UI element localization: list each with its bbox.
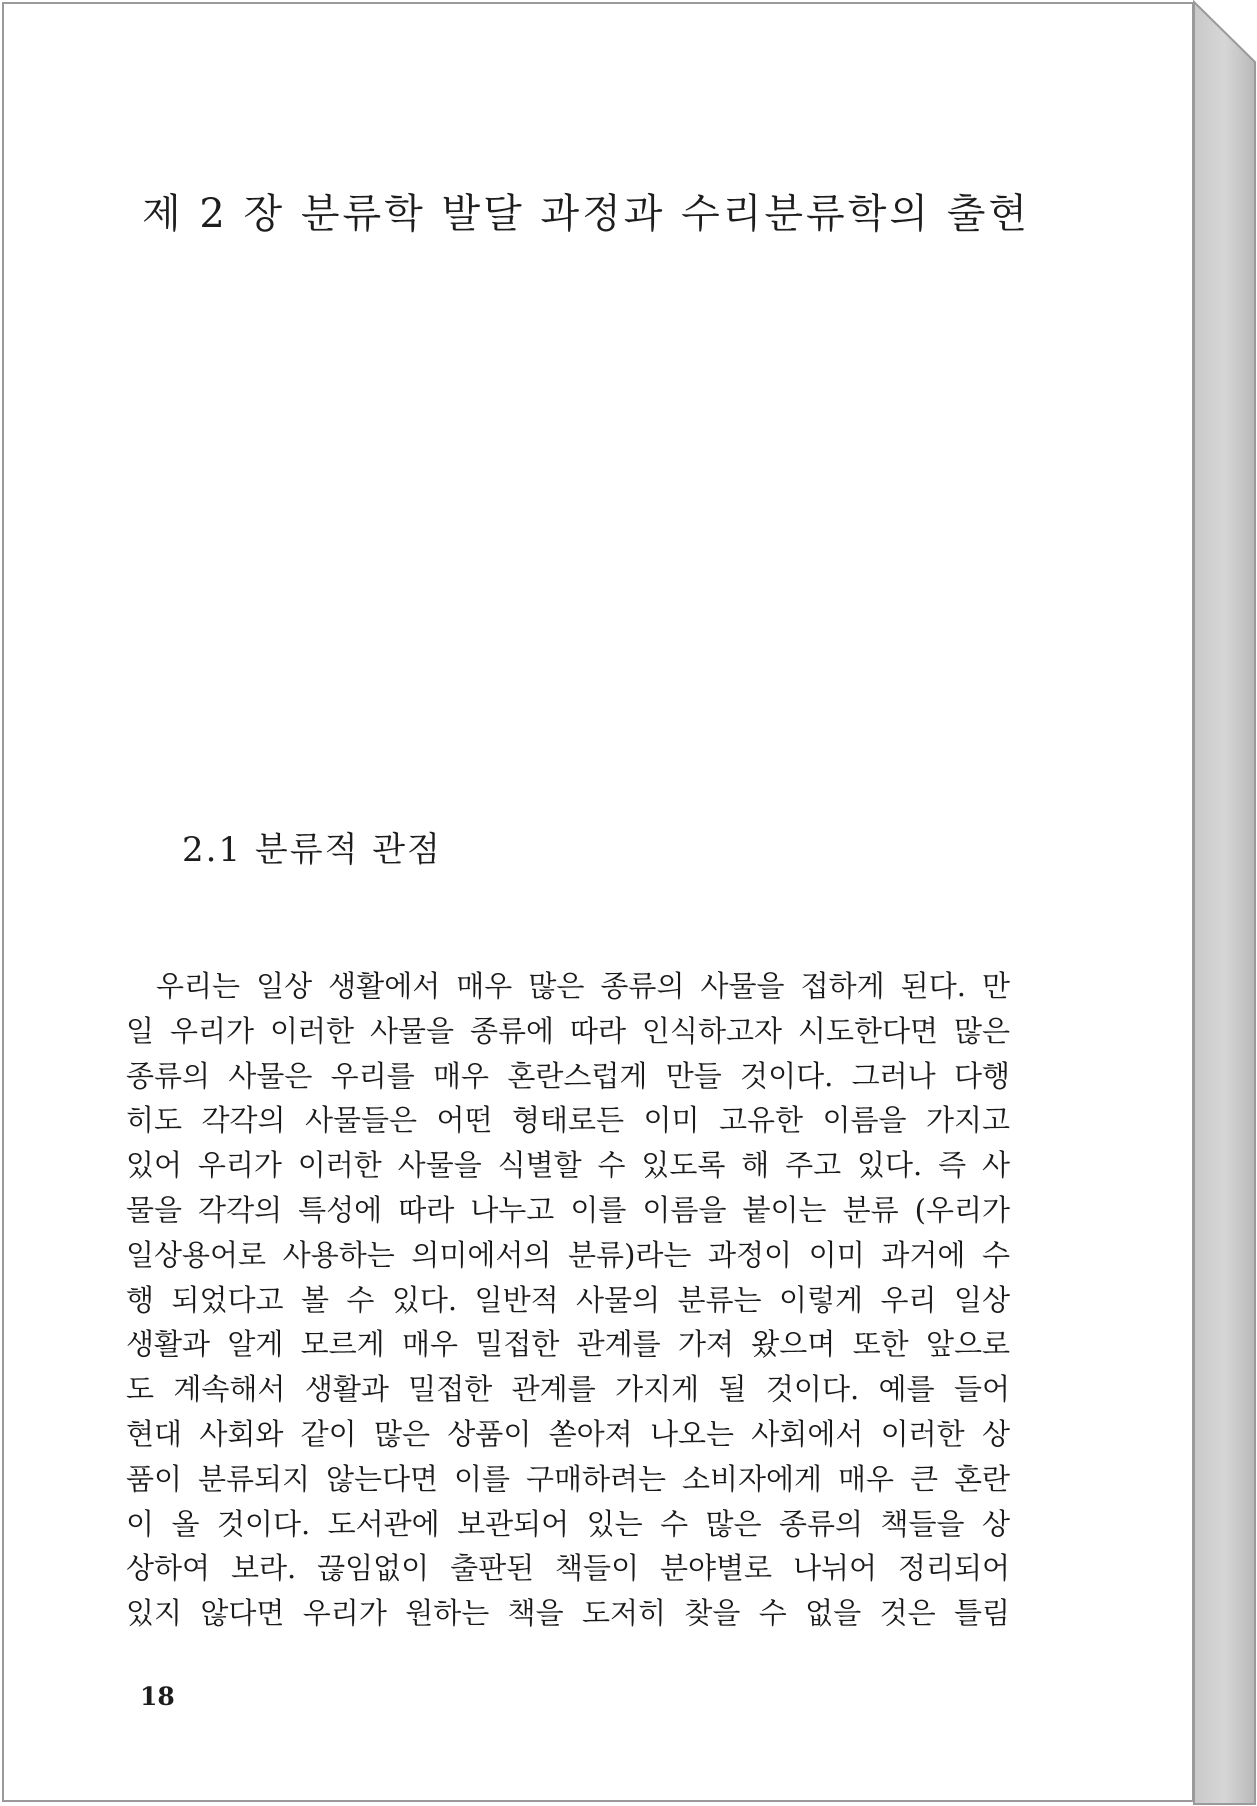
paragraph-line: 일상용어로 사용하는 의미에서의 분류)라는 과정이 이미 과거에 수 [126,1237,1010,1272]
paragraph-line: 도 계속해서 생활과 밀접한 관계를 가지게 될 것이다. 예를 들어 [126,1372,1010,1407]
chapter-title: 제 2 장 분류학 발달 과정과 수리분류학의 출현 [142,191,1030,237]
paragraph-line: 생활과 알게 모르게 매우 밀접한 관계를 가져 왔으며 또한 앞으로 [126,1327,1010,1362]
paragraph-line: 종류의 사물은 우리를 매우 혼란스럽게 만들 것이다. 그러나 다행 [126,1058,1010,1093]
paragraph-line: 품이 분류되지 않는다면 이를 구매하려는 소비자에게 매우 큰 혼란 [126,1461,1010,1496]
body-paragraph [126,964,1010,1636]
paragraph-line: 있지 않다면 우리가 원하는 책을 도저히 찾을 수 없을 것은 틀림 [126,1596,1010,1631]
paragraph-line: 물을 각각의 특성에 따라 나누고 이를 이름을 붙이는 분류 (우리가 [126,1192,1010,1227]
paragraph-line: 이 올 것이다. 도서관에 보관되어 있는 수 많은 종류의 책들을 상 [126,1506,1010,1541]
paragraph-line: 일 우리가 이러한 사물을 종류에 따라 인식하고자 시도한다면 많은 [126,1013,1010,1048]
paragraph-line: 행 되었다고 볼 수 있다. 일반적 사물의 분류는 이렇게 우리 일상 [126,1282,1010,1317]
paragraph-line: 현대 사회와 같이 많은 상품이 쏟아져 나오는 사회에서 이러한 상 [126,1416,1010,1451]
page-number: 18 [140,1682,175,1711]
paragraph-line: 있어 우리가 이러한 사물을 식별할 수 있도록 해 주고 있다. 즉 사 [126,1148,1010,1183]
section-title: 2.1 분류적 관점 [182,830,442,870]
paragraph-line: 상하여 보라. 끊임없이 출판된 책들이 분야별로 나뉘어 정리되어 [126,1551,1010,1586]
paragraph-line: 우리는 일상 생활에서 매우 많은 종류의 사물을 접하게 된다. 만 [156,969,1010,1003]
paragraph-line: 히도 각각의 사물들은 어떤 형태로든 이미 고유한 이름을 가지고 [126,1103,1010,1138]
